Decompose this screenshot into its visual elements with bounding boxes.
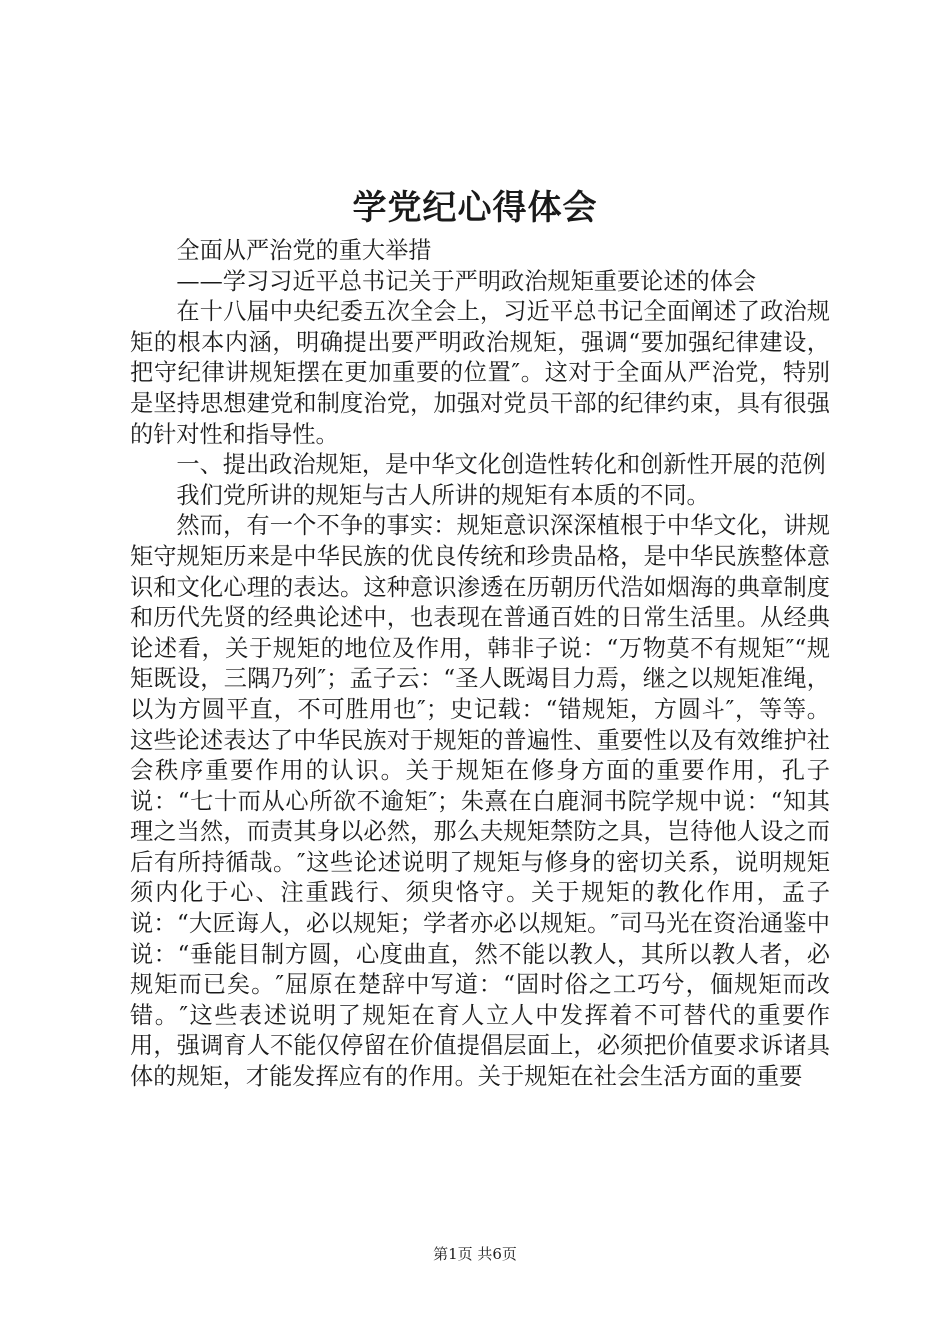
subtitle: 全面从严治党的重大举措: [176, 237, 432, 264]
document-title: 学党纪心得体会: [352, 188, 598, 228]
page-footer: 第1页 共6页: [433, 1245, 517, 1263]
section-heading: 一、提出政治规矩，是中华文化创造性转化和创新性开展的范例: [176, 451, 826, 479]
paragraph: 然而，有一个不争的事实：规矩意识深深植根于中华文化，讲规矩守规矩历来是中华民族的优良传统和珍贵品格，是中华民族整体意识和文化心理的表达。这种意识渗透在历朝历代浩如烟海的典章制度和历代先贤的经典论述中，也表现在普通百姓的日常生活里。从经典论述看，关于规矩的地位及作用，韩非子说：“万物莫不有规矩″“规矩既设，三隅乃列″；孟子云：“圣人既竭目力焉，继之以规矩准绳，以为方圆平直，不可胜用也″；史记载：“错规矩，方圆斗″，等等。这些论述表达了中华民族对于规矩的普遍性、重要性以及有效维护社会秩序重要作用的认识。关于规矩在修身方面的重要作用，孔子说：“七十而从心所欲不逾矩″；朱熹在白鹿洞书院学规中说：“知其理之当然，而责其身以必然，那么夫规矩禁防之具，岂待他人设之而后有所持循哉。″这些论述说明了规矩与修身的密切关系，说明规矩须内化于心、注重践行、须臾恪守。关于规矩的教化作用，孟子说：“大匠诲人，必以规矩；学者亦必以规矩。″司马光在资治通鉴中说：“垂能目制方圆，心度曲直，然不能以教人，其所以教人者，必规矩而已矣。″屈原在楚辞中写道：“固时俗之工巧兮，偭规矩而改错。″这些表述说明了规矩在育人立人中发挥着不可替代的重要作用，强调育人不能仅停留在价值提倡层面上，必须把价值要求诉诸具体的规矩，才能发挥应有的作用。关于规矩在社会生活方面的重要: [130, 512, 830, 1091]
paragraph: 在十八届中央纪委五次全会上，习近平总书记全面阐述了政治规矩的根本内涵，明确提出要严明政治规矩，强调“要加强纪律建设，把守纪律讲规矩摆在更加重要的位置″。这对于全面从严治党，特别是坚持思想建党和制度治党，加强对党员干部的纪律约束，具有很强的针对性和指导性。: [130, 298, 830, 448]
subtitle-secondary: ——学习习近平总书记关于严明政治规矩重要论述的体会: [176, 267, 757, 295]
paragraph: 我们党所讲的规矩与古人所讲的规矩有本质的不同。: [176, 481, 710, 509]
document-body: [130, 236, 830, 1093]
